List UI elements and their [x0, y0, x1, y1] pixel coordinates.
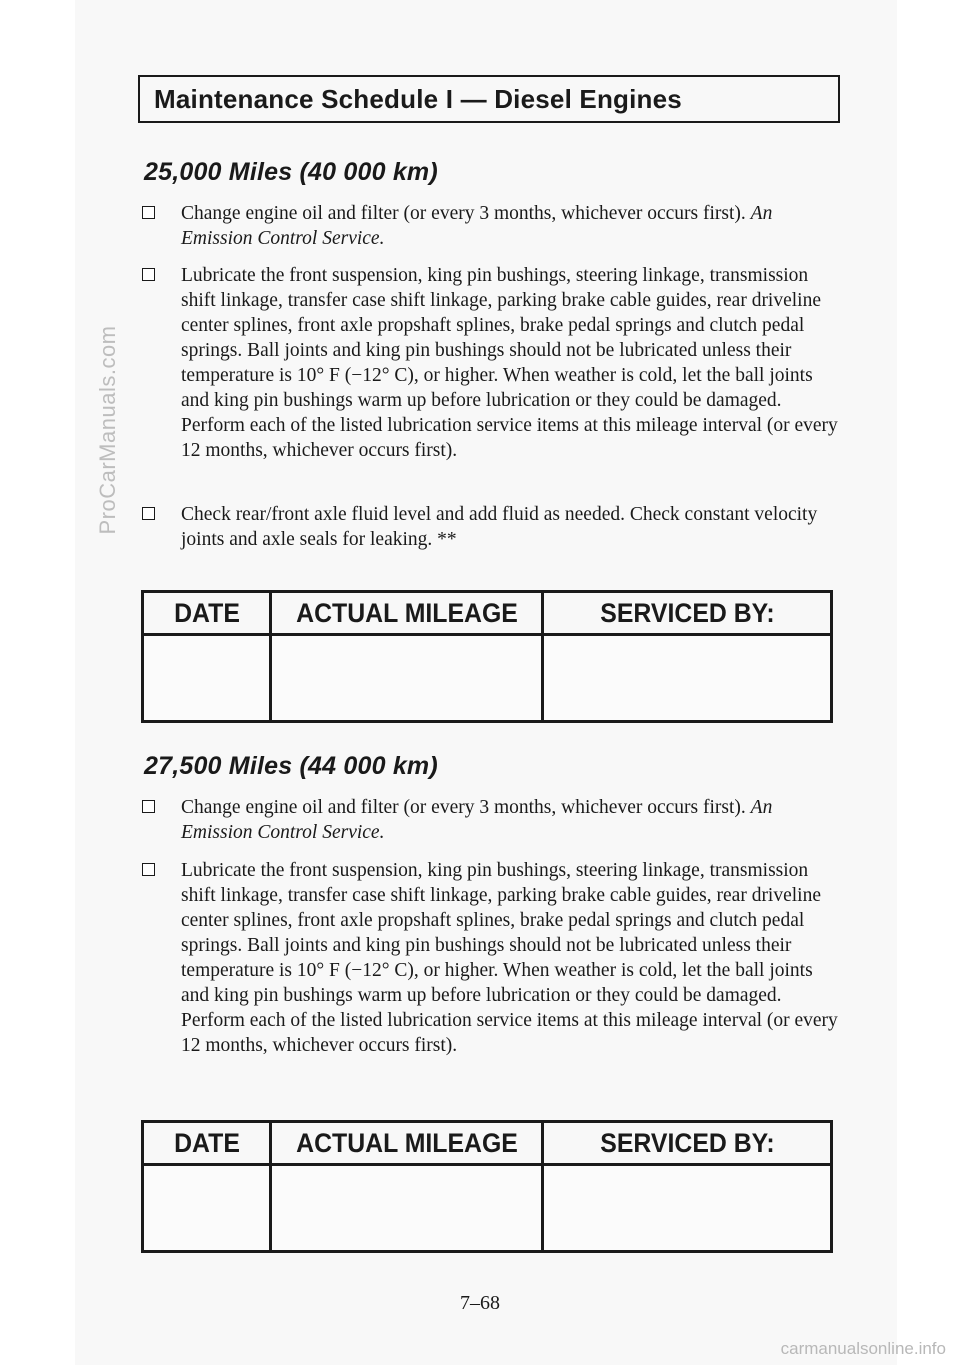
item-text: Lubricate the front suspension, king pin bushings, steering linkage, transmission shift linkage, transfer case shift linkage, parking brake cable guides, rear driveline center splines, front axle propshaft splines, brake pedal springs and clutch pedal springs. Ball joints and king pin bushings should not be lubricated unless their temperature is 10° F (−12° C), or higher. When weather is cold, let the ball joints and king pin bushings warm up before lubrication or they could be damaged. Perform each of the listed lubrication service items at this mileage interval (or every 12 months, whichever occurs first). — [181, 265, 838, 461]
table-header-row — [143, 592, 832, 635]
service-log-table — [141, 590, 833, 723]
page-number: 7–68 — [460, 1292, 500, 1314]
side-watermark: ProCarManuals.com — [95, 325, 120, 535]
column-header-serviced: SERVICED BY: — [554, 1122, 820, 1165]
emission-note: An Emission Control Service. — [181, 203, 773, 249]
page-title: Maintenance Schedule I — Diesel Engines — [154, 83, 682, 114]
page-header — [138, 75, 840, 123]
column-header-mileage: ACTUAL MILEAGE — [281, 1122, 531, 1165]
checklist-item — [142, 502, 842, 552]
column-header-date: DATE — [148, 592, 266, 635]
date-cell[interactable] — [143, 635, 271, 722]
item-text: Lubricate the front suspension, king pin bushings, steering linkage, transmission shift linkage, transfer case shift linkage, parking brake cable guides, rear driveline center splines, front axle propshaft splines, brake pedal springs and clutch pedal springs. Ball joints and king pin bushings should not be lubricated unless their temperature is 10° F (−12° C), or higher. When weather is cold, let the ball joints and king pin bushings warm up before lubrication or they could be damaged. Perform each of the listed lubrication service items at this mileage interval (or every 12 months, whichever occurs first). — [181, 860, 838, 1056]
section-title-27500: 27,500 Miles (44 000 km) — [144, 752, 438, 780]
checkbox[interactable] — [142, 268, 155, 281]
mileage-cell[interactable] — [271, 1165, 543, 1252]
checkbox[interactable] — [142, 206, 155, 219]
serviced-by-cell[interactable] — [543, 635, 832, 722]
emission-note: An Emission Control Service. — [181, 797, 773, 843]
item-text: Change engine oil and filter (or every 3 months, whichever occurs first). An Emission Control Service. — [181, 797, 773, 843]
checkbox[interactable] — [142, 863, 155, 876]
mileage-cell[interactable] — [271, 635, 543, 722]
checkbox[interactable] — [142, 507, 155, 520]
date-cell[interactable] — [143, 1165, 271, 1252]
item-text: Check rear/front axle fluid level and add fluid as needed. Check constant velocity joints and axle seals for leaking. ** — [181, 504, 818, 550]
checkbox[interactable] — [142, 800, 155, 813]
checklist-item — [142, 201, 842, 251]
checklist-item — [142, 795, 842, 845]
column-header-date: DATE — [148, 1122, 266, 1165]
checklist-item — [142, 858, 842, 1058]
item-text: Change engine oil and filter (or every 3 months, whichever occurs first). An Emission Control Service. — [181, 203, 773, 249]
column-header-mileage: ACTUAL MILEAGE — [281, 592, 531, 635]
section-title-25000: 25,000 Miles (40 000 km) — [144, 158, 438, 186]
table-row — [143, 1165, 832, 1252]
table-row — [143, 635, 832, 722]
serviced-by-cell[interactable] — [543, 1165, 832, 1252]
checklist-item — [142, 263, 842, 463]
bottom-watermark: carmanualsonline.info — [780, 1339, 946, 1358]
table-header-row — [143, 1122, 832, 1165]
service-log-table — [141, 1120, 833, 1253]
column-header-serviced: SERVICED BY: — [554, 592, 820, 635]
